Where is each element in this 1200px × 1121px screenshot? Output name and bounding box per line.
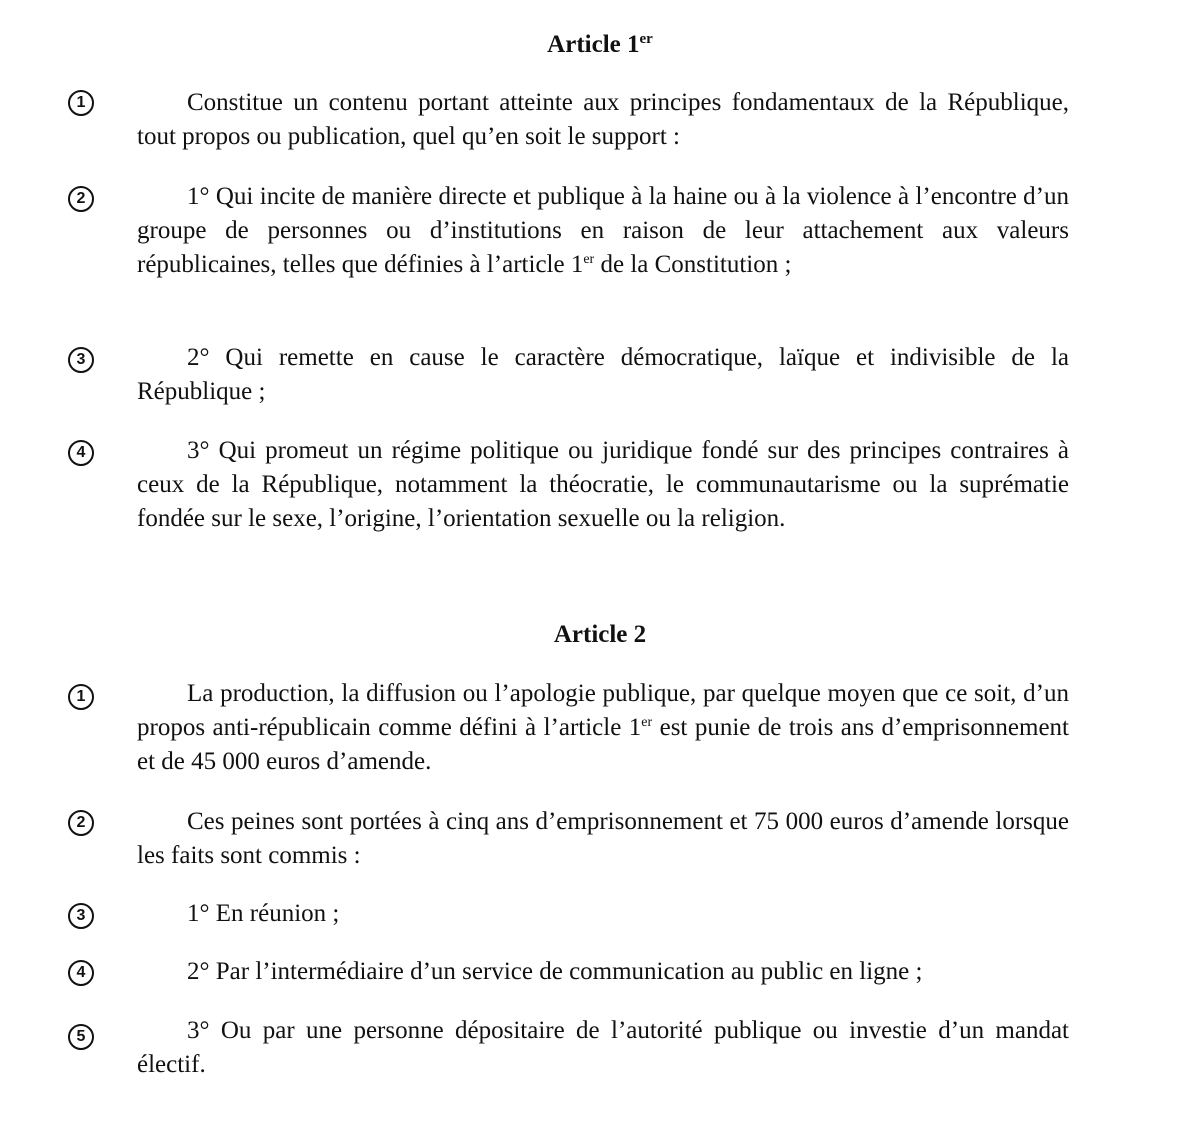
alinea-marker-1: 1	[68, 684, 94, 710]
article-1-title	[0, 30, 1200, 60]
article-1-paragraph-4: 3° Qui promeut un régime politique ou juridique fondé sur des principes contraires à ceux de la République, notamment la théocratie, le communautarisme ou la suprématie fondée sur le sexe, l’origine, l’orientation sexuelle ou la religion.	[137, 437, 1069, 532]
alinea-marker-3: 3	[68, 347, 94, 373]
article-2-paragraph-3: 1° En réunion ;	[187, 900, 340, 927]
article-2-title: Article 2	[553, 621, 647, 648]
alinea-marker-4: 4	[68, 960, 94, 986]
alinea-marker-2: 2	[68, 186, 94, 212]
article-1-paragraph-1: Constitue un contenu portant atteinte aux principes fondamentaux de la République, tout propos ou publication, quel qu’en soit le support :	[137, 89, 1069, 150]
article-1-title-text: Article 1	[547, 31, 640, 58]
paragraph-text: 1° Qui incite de manière directe et publique à la haine ou à la violence à l’encontre d’un groupe de personnes ou d’institutions en raison de leur attachement aux valeurs républicaines, telles que définies à l’article 1	[137, 183, 1069, 278]
alinea-marker-4: 4	[68, 440, 94, 466]
alinea-marker-3: 3	[68, 903, 94, 929]
article-2-paragraph-2: Ces peines sont portées à cinq ans d’emprisonnement et 75 000 euros d’amende lorsque les faits sont commis :	[137, 808, 1069, 869]
article-1-paragraph-3: 2° Qui remette en cause le caractère démocratique, laïque et indivisible de la République ;	[137, 344, 1069, 405]
article-2-paragraph-1	[137, 677, 1069, 779]
alinea-marker-5: 5	[68, 1024, 94, 1050]
paragraph-text: de la Constitution ;	[594, 251, 792, 278]
paragraph-text: est punie de trois ans d’emprisonnement et de 45 000 euros d’amende.	[137, 714, 1069, 775]
superscript: er	[641, 715, 653, 730]
article-1-paragraph-2	[137, 180, 1069, 282]
article-1-title-sup: er	[639, 31, 653, 47]
superscript: er	[583, 252, 595, 267]
article-2-paragraph-4: 2° Par l’intermédiaire d’un service de communication au public en ligne ;	[187, 958, 923, 985]
alinea-marker-1: 1	[68, 90, 94, 116]
alinea-marker-2: 2	[68, 810, 94, 836]
paragraph-text: La production, la diffusion ou l’apologie publique, par quelque moyen que ce soit, d’un propos anti-républicain comme défini à l’article 1	[137, 680, 1069, 741]
article-2-paragraph-5: 3° Ou par une personne dépositaire de l’autorité publique ou investie d’un mandat électif.	[137, 1017, 1069, 1078]
